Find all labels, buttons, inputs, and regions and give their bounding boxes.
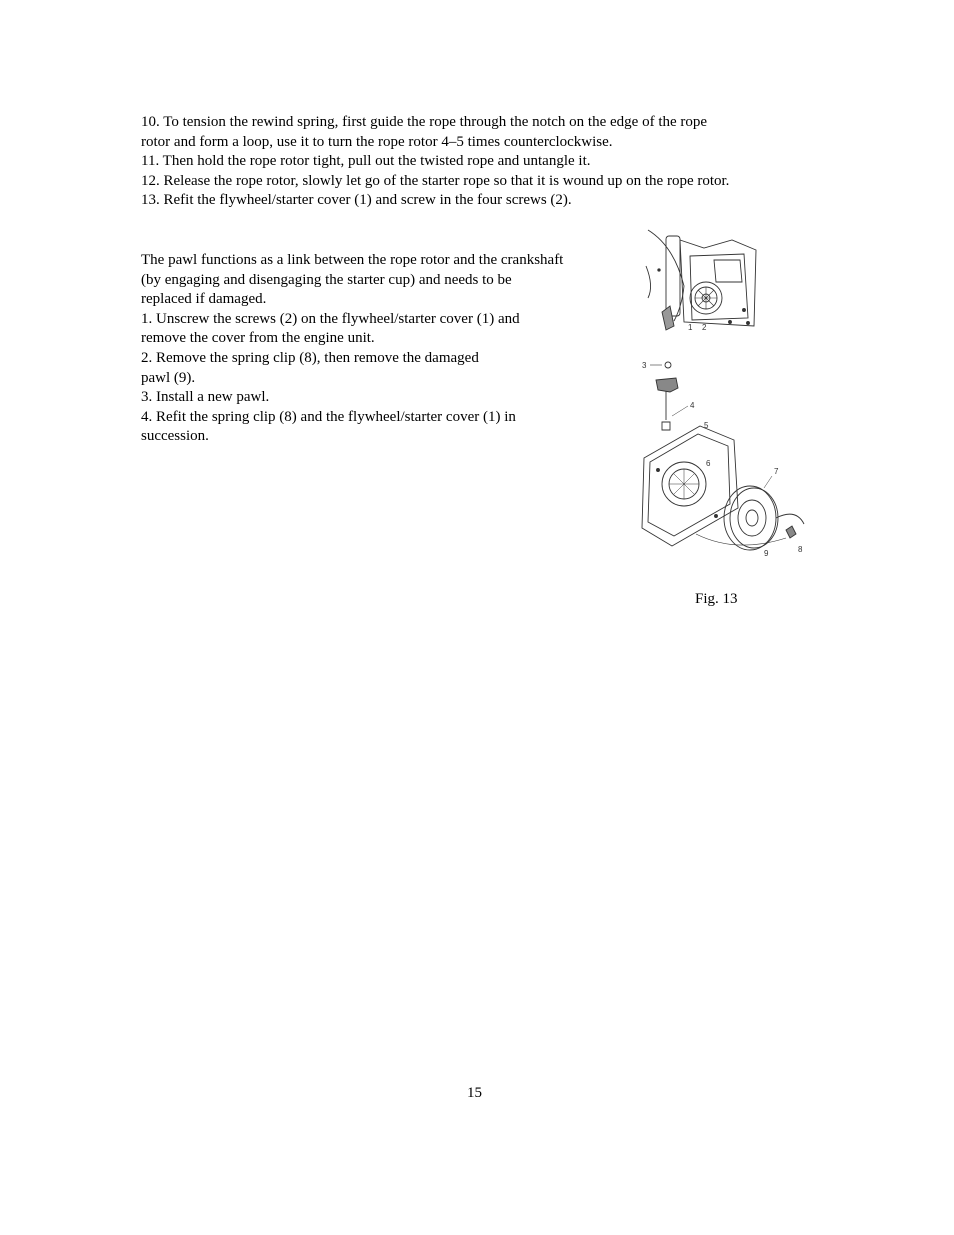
pawl-line: remove the cover from the engine unit.: [141, 330, 375, 347]
page-number: 15: [467, 1085, 482, 1101]
pawl-line: (by engaging and disengaging the starter cup) and needs to be: [141, 271, 512, 288]
starter-exploded-illustration: [636, 358, 812, 564]
pawl-line: 2. Remove the spring clip (8), then remove the damaged: [141, 349, 479, 366]
pawl-section: [141, 251, 563, 447]
engine-cover-illustration: [644, 226, 762, 334]
figure-label: 6: [706, 459, 711, 468]
figure-label: 8: [798, 545, 803, 554]
pawl-line: succession.: [141, 428, 209, 445]
rewind-spring-steps: [141, 113, 729, 211]
pawl-line: The pawl functions as a link between the rope rotor and the crankshaft: [141, 252, 564, 268]
figure-label: 3: [642, 361, 647, 370]
pawl-line: 1. Unscrew the screws (2) on the flywheel/starter cover (1) and: [141, 310, 520, 327]
figure-label: 5: [704, 421, 709, 430]
figure-label: 7: [774, 467, 779, 476]
step-line: 10. To tension the rewind spring, first guide the rope through the notch on the edge of the rope: [141, 114, 708, 130]
pawl-line: 3. Install a new pawl.: [141, 389, 270, 406]
figure-label: 9: [764, 549, 769, 558]
figure-caption: Fig. 13: [695, 591, 738, 607]
step-line: 11. Then hold the rope rotor tight, pull out the twisted rope and untangle it.: [141, 153, 591, 170]
step-line: 12. Release the rope rotor, slowly let go of the starter rope so that it is wound up on the rope rotor.: [141, 172, 730, 189]
figure-label: 4: [690, 401, 695, 410]
step-line: rotor and form a loop, use it to turn the rope rotor 4–5 times counterclockwise.: [141, 133, 613, 150]
step-line: 13. Refit the flywheel/starter cover (1) and screw in the four screws (2).: [141, 192, 572, 209]
pawl-line: replaced if damaged.: [141, 291, 267, 308]
figure-label: 2: [702, 323, 707, 332]
pawl-line: 4. Refit the spring clip (8) and the flywheel/starter cover (1) in: [141, 408, 516, 425]
pawl-line: pawl (9).: [141, 369, 196, 386]
figure-label: 1: [688, 323, 693, 332]
